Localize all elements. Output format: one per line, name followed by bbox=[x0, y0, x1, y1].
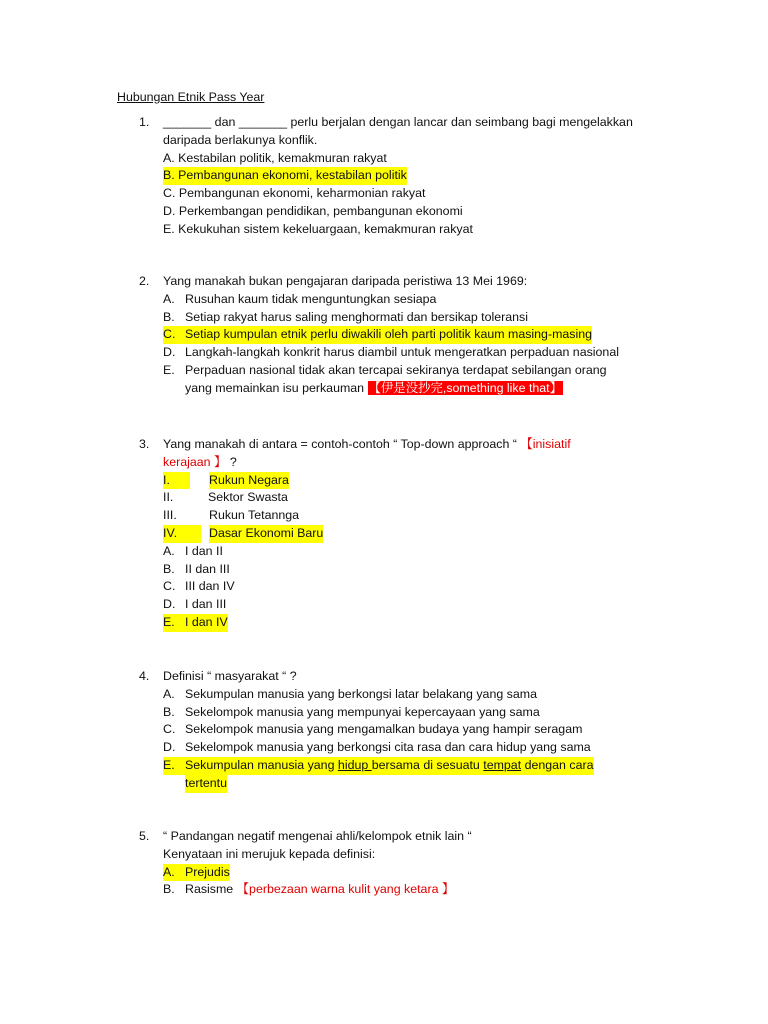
option-a-answer bbox=[0, 864, 768, 882]
question-stem-continued: Kenyataan ini merujuk kepada definisi: bbox=[163, 846, 376, 861]
option-e-continued: tertentu bbox=[185, 775, 227, 793]
option-b bbox=[0, 309, 768, 327]
option-letter: E. bbox=[163, 362, 175, 377]
question-5 bbox=[0, 828, 768, 899]
option-text: I dan III bbox=[185, 597, 227, 612]
option-text: Sekelompok manusia yang berkongsi cita rasa dan cara hidup yang sama bbox=[185, 740, 591, 755]
option-text: Prejudis bbox=[185, 864, 230, 882]
question-stem-continued: daripada berlakunya konflik. bbox=[163, 132, 318, 147]
question-mark: ? bbox=[229, 454, 237, 469]
option-text: Perpaduan nasional tidak akan tercapai sekiranya terdapat sebilangan orang bbox=[185, 362, 607, 377]
annotation-note: 【inisiatif bbox=[520, 437, 571, 451]
question-stem: “ Pandangan negatif mengenai ahli/kelompok etnik lain “ bbox=[163, 829, 472, 843]
annotation-note: 【伊是没抄完,something like that】 bbox=[368, 380, 563, 395]
roman-item-4 bbox=[0, 525, 768, 543]
question-1 bbox=[0, 114, 768, 239]
option-e-continued: yang memainkan isu perkauman bbox=[185, 380, 365, 395]
option-text-part: Sekumpulan manusia yang bbox=[185, 757, 338, 772]
option-text: Rusuhan kaum tidak menguntungkan sesiapa bbox=[185, 291, 437, 306]
option-text: Sekumpulan manusia yang berkongsi latar belakang yang sama bbox=[185, 686, 537, 701]
option-d bbox=[0, 739, 768, 757]
option-a bbox=[0, 686, 768, 704]
roman-item-text: Rukun Tetannga bbox=[209, 508, 300, 523]
option-a: A. Kestabilan politik, kemakmuran rakyat bbox=[163, 150, 387, 165]
option-text: II dan III bbox=[185, 561, 230, 576]
option-b bbox=[0, 561, 768, 579]
roman-item-1 bbox=[0, 472, 768, 490]
option-b-answer: B. Pembangunan ekonomi, kestabilan politik bbox=[163, 167, 407, 185]
roman-numeral: I. bbox=[163, 472, 190, 490]
option-text: Sekelompok manusia yang mengamalkan budaya yang hampir seragam bbox=[185, 722, 583, 737]
question-stem: Yang manakah di antara = contoh-contoh “ Top-down approach “ bbox=[163, 437, 521, 451]
option-letter: E. bbox=[163, 757, 185, 775]
option-e-answer bbox=[0, 614, 768, 632]
option-letter: C. bbox=[163, 326, 175, 344]
option-c-answer bbox=[0, 326, 768, 344]
option-letter: B. bbox=[163, 309, 175, 324]
option-letter: B. bbox=[163, 704, 175, 719]
roman-numeral: III. bbox=[163, 508, 177, 523]
option-text bbox=[185, 757, 594, 775]
roman-numeral: II. bbox=[163, 490, 174, 505]
question-3 bbox=[0, 436, 768, 632]
option-text: Langkah-langkah konkrit harus diambil untuk mengeratkan perpaduan nasional bbox=[185, 345, 619, 360]
question-stem: _______ dan _______ perlu berjalan dengan lancar dan seimbang bagi mengelakkan bbox=[163, 115, 633, 129]
option-text: Setiap kumpulan etnik perlu diwakili oleh parti politik kaum masing-masing bbox=[175, 326, 592, 344]
option-e-answer bbox=[0, 757, 768, 775]
question-number: 3. bbox=[139, 437, 150, 451]
question-stem: Yang manakah bukan pengajaran daripada peristiwa 13 Mei 1969: bbox=[163, 274, 528, 288]
option-letter: E. bbox=[163, 614, 185, 632]
option-letter: A. bbox=[163, 291, 175, 306]
annotation-note: 【perbezaan warna kulit yang ketara 】 bbox=[236, 882, 455, 897]
option-letter: D. bbox=[163, 597, 176, 612]
question-4 bbox=[0, 668, 768, 793]
option-letter: C. bbox=[163, 579, 176, 594]
roman-item-text: Rukun Negara bbox=[209, 472, 289, 490]
option-b bbox=[0, 704, 768, 722]
underlined-word-hidup: hidup bbox=[337, 757, 372, 772]
option-text-part: dengan cara bbox=[521, 757, 594, 772]
roman-item-text: Sektor Swasta bbox=[208, 490, 288, 505]
option-text: I dan II bbox=[185, 543, 223, 558]
option-text: I dan IV bbox=[185, 614, 228, 632]
option-text-part: bersama di sesuatu bbox=[371, 757, 484, 772]
roman-numeral: IV. bbox=[163, 525, 201, 543]
option-c bbox=[0, 721, 768, 739]
option-a bbox=[0, 543, 768, 561]
option-e bbox=[0, 362, 768, 380]
option-d: D. Perkembangan pendidikan, pembangunan ekonomi bbox=[163, 203, 463, 218]
question-number: 5. bbox=[139, 829, 150, 843]
option-letter: B. bbox=[163, 561, 175, 576]
option-letter: A. bbox=[163, 864, 185, 882]
option-letter: A. bbox=[163, 686, 175, 701]
roman-item-3 bbox=[0, 507, 768, 525]
option-e: E. Kekukuhan sistem kekeluargaan, kemakmuran rakyat bbox=[163, 221, 473, 236]
option-b bbox=[0, 881, 768, 899]
roman-item-text: Dasar Ekonomi Baru bbox=[209, 525, 323, 543]
question-number: 1. bbox=[139, 115, 150, 129]
option-d bbox=[0, 344, 768, 362]
option-text: III dan IV bbox=[185, 579, 235, 594]
option-a bbox=[0, 291, 768, 309]
option-letter: D. bbox=[163, 740, 176, 755]
option-text: Setiap rakyat harus saling menghormati dan bersikap toleransi bbox=[185, 309, 528, 324]
option-text: Rasisme bbox=[185, 882, 234, 897]
option-c bbox=[0, 578, 768, 596]
document-title: Hubungan Etnik Pass Year bbox=[117, 90, 265, 104]
option-letter: A. bbox=[163, 543, 175, 558]
underlined-word-tempat: tempat bbox=[483, 757, 522, 772]
option-d bbox=[0, 596, 768, 614]
option-letter: C. bbox=[163, 722, 176, 737]
option-letter: B. bbox=[163, 882, 175, 897]
option-text: Sekelompok manusia yang mempunyai kepercayaan yang sama bbox=[185, 704, 540, 719]
option-letter: D. bbox=[163, 345, 176, 360]
question-number: 2. bbox=[139, 274, 150, 288]
question-number: 4. bbox=[139, 669, 150, 683]
roman-item-2 bbox=[0, 489, 768, 507]
option-c: C. Pembangunan ekonomi, keharmonian rakyat bbox=[163, 186, 426, 201]
question-2 bbox=[0, 273, 768, 398]
question-stem: Definisi “ masyarakat “ ? bbox=[163, 669, 297, 683]
annotation-note-continued: kerajaan 】 bbox=[163, 454, 227, 469]
